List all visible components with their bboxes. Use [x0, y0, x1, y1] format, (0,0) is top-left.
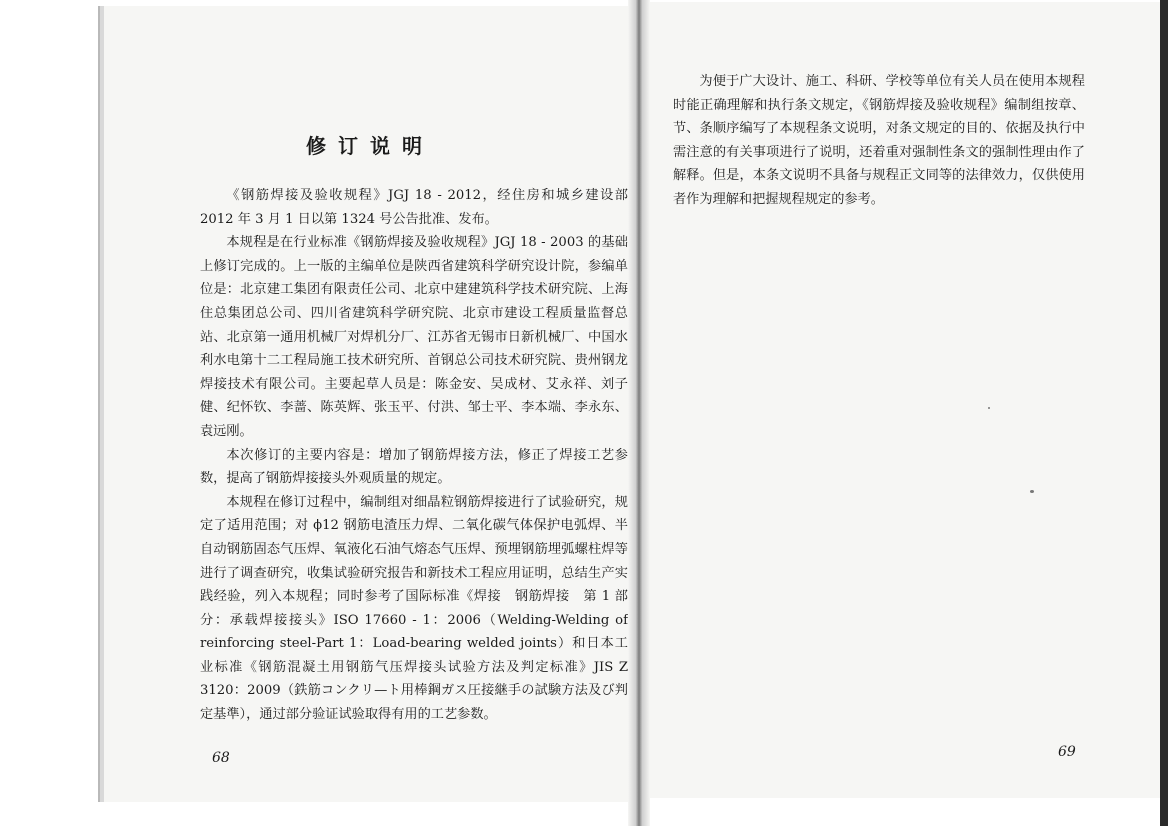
scanner-edge-right: [1160, 0, 1168, 826]
paragraph-4: 本规程在修订过程中，编制组对细晶粒钢筋焊接进行了试验研究，规定了适用范围；对 ϕ12 钢筋电渣压力焊、二氧化碳气体保护电弧焊、半自动钢筋固态气压焊、氧液化石油气熔态气压焊、预埋钢筋埋弧螺柱焊等进行了调查研究，收集试验研究报告和新技术工程应用证明，总结生产实践经验，列入本规程；同时参考了国际标准《焊接 钢筋焊接 第 1 部分：承载焊接接头》ISO 17660 - 1：2006（Welding-Welding of reinforcing steel-Part 1：Load-bearing welded joints）和日本工业标准《钢筋混凝土用钢筋气压焊接头试验方法及判定标准》JIS Z 3120：2009（鉄筋コンクリ—ト用棒鋼ガス圧接継手の試験方法及び判定基準），通过部分验证试验取得有用的工艺参数。: [200, 494, 628, 723]
page-number-left: 68: [212, 750, 230, 766]
scanner-margin-bottom: [0, 800, 1168, 826]
left-page-body: [200, 184, 628, 727]
page-number-right: 69: [1058, 744, 1076, 760]
left-page: [104, 6, 636, 802]
paragraph-1: 《钢筋焊接及验收规程》JGJ 18 - 2012，经住房和城乡建设部 2012 年 3 月 1 日以第 1324 号公告批准、发布。: [200, 188, 628, 227]
right-page: [640, 2, 1160, 798]
right-page-body: [673, 70, 1085, 212]
book-gutter: [628, 0, 650, 826]
page-title: 修订说明: [306, 134, 434, 158]
paragraph-3: 本次修订的主要内容是：增加了钢筋焊接方法，修正了焊接工艺参数，提高了钢筋焊接接头外观质量的规定。: [200, 447, 628, 487]
paragraph-2: 本规程是在行业标准《钢筋焊接及验收规程》JGJ 18 - 2003 的基础上修订完成的。上一版的主编单位是陕西省建筑科学研究设计院，参编单位是：北京建工集团有限责任公司、北京中建建筑科学技术研究院、上海住总集团总公司、四川省建筑科学研究院、北京市建设工程质量监督总站、北京第一通用机械厂对焊机分厂、江苏省无锡市日新机械厂、中国水利水电第十二工程局施工技术研究所、首钢总公司技术研究院、贵州钢龙焊接技术有限公司。主要起草人员是：陈金安、吴成材、艾永祥、刘子健、纪怀钦、李蔷、陈英辉、张玉平、付洪、邹士平、李本端、李永东、袁远刚。: [200, 235, 628, 439]
scan-speck: [988, 407, 990, 409]
scanner-margin-left: [0, 0, 102, 826]
scan-speck: [1030, 490, 1034, 493]
paragraph-right-1: 为便于广大设计、施工、科研、学校等单位有关人员在使用本规程时能正确理解和执行条文规定，《钢筋焊接及验收规程》编制组按章、节、条顺序编写了本规程条文说明，对条文规定的目的、依据及执行中需注意的有关事项进行了说明，还着重对强制性条文的强制性理由作了解释。但是，本条文说明不具备与规程正文同等的法律效力，仅供使用者作为理解和把握规程规定的参考。: [673, 74, 1085, 207]
